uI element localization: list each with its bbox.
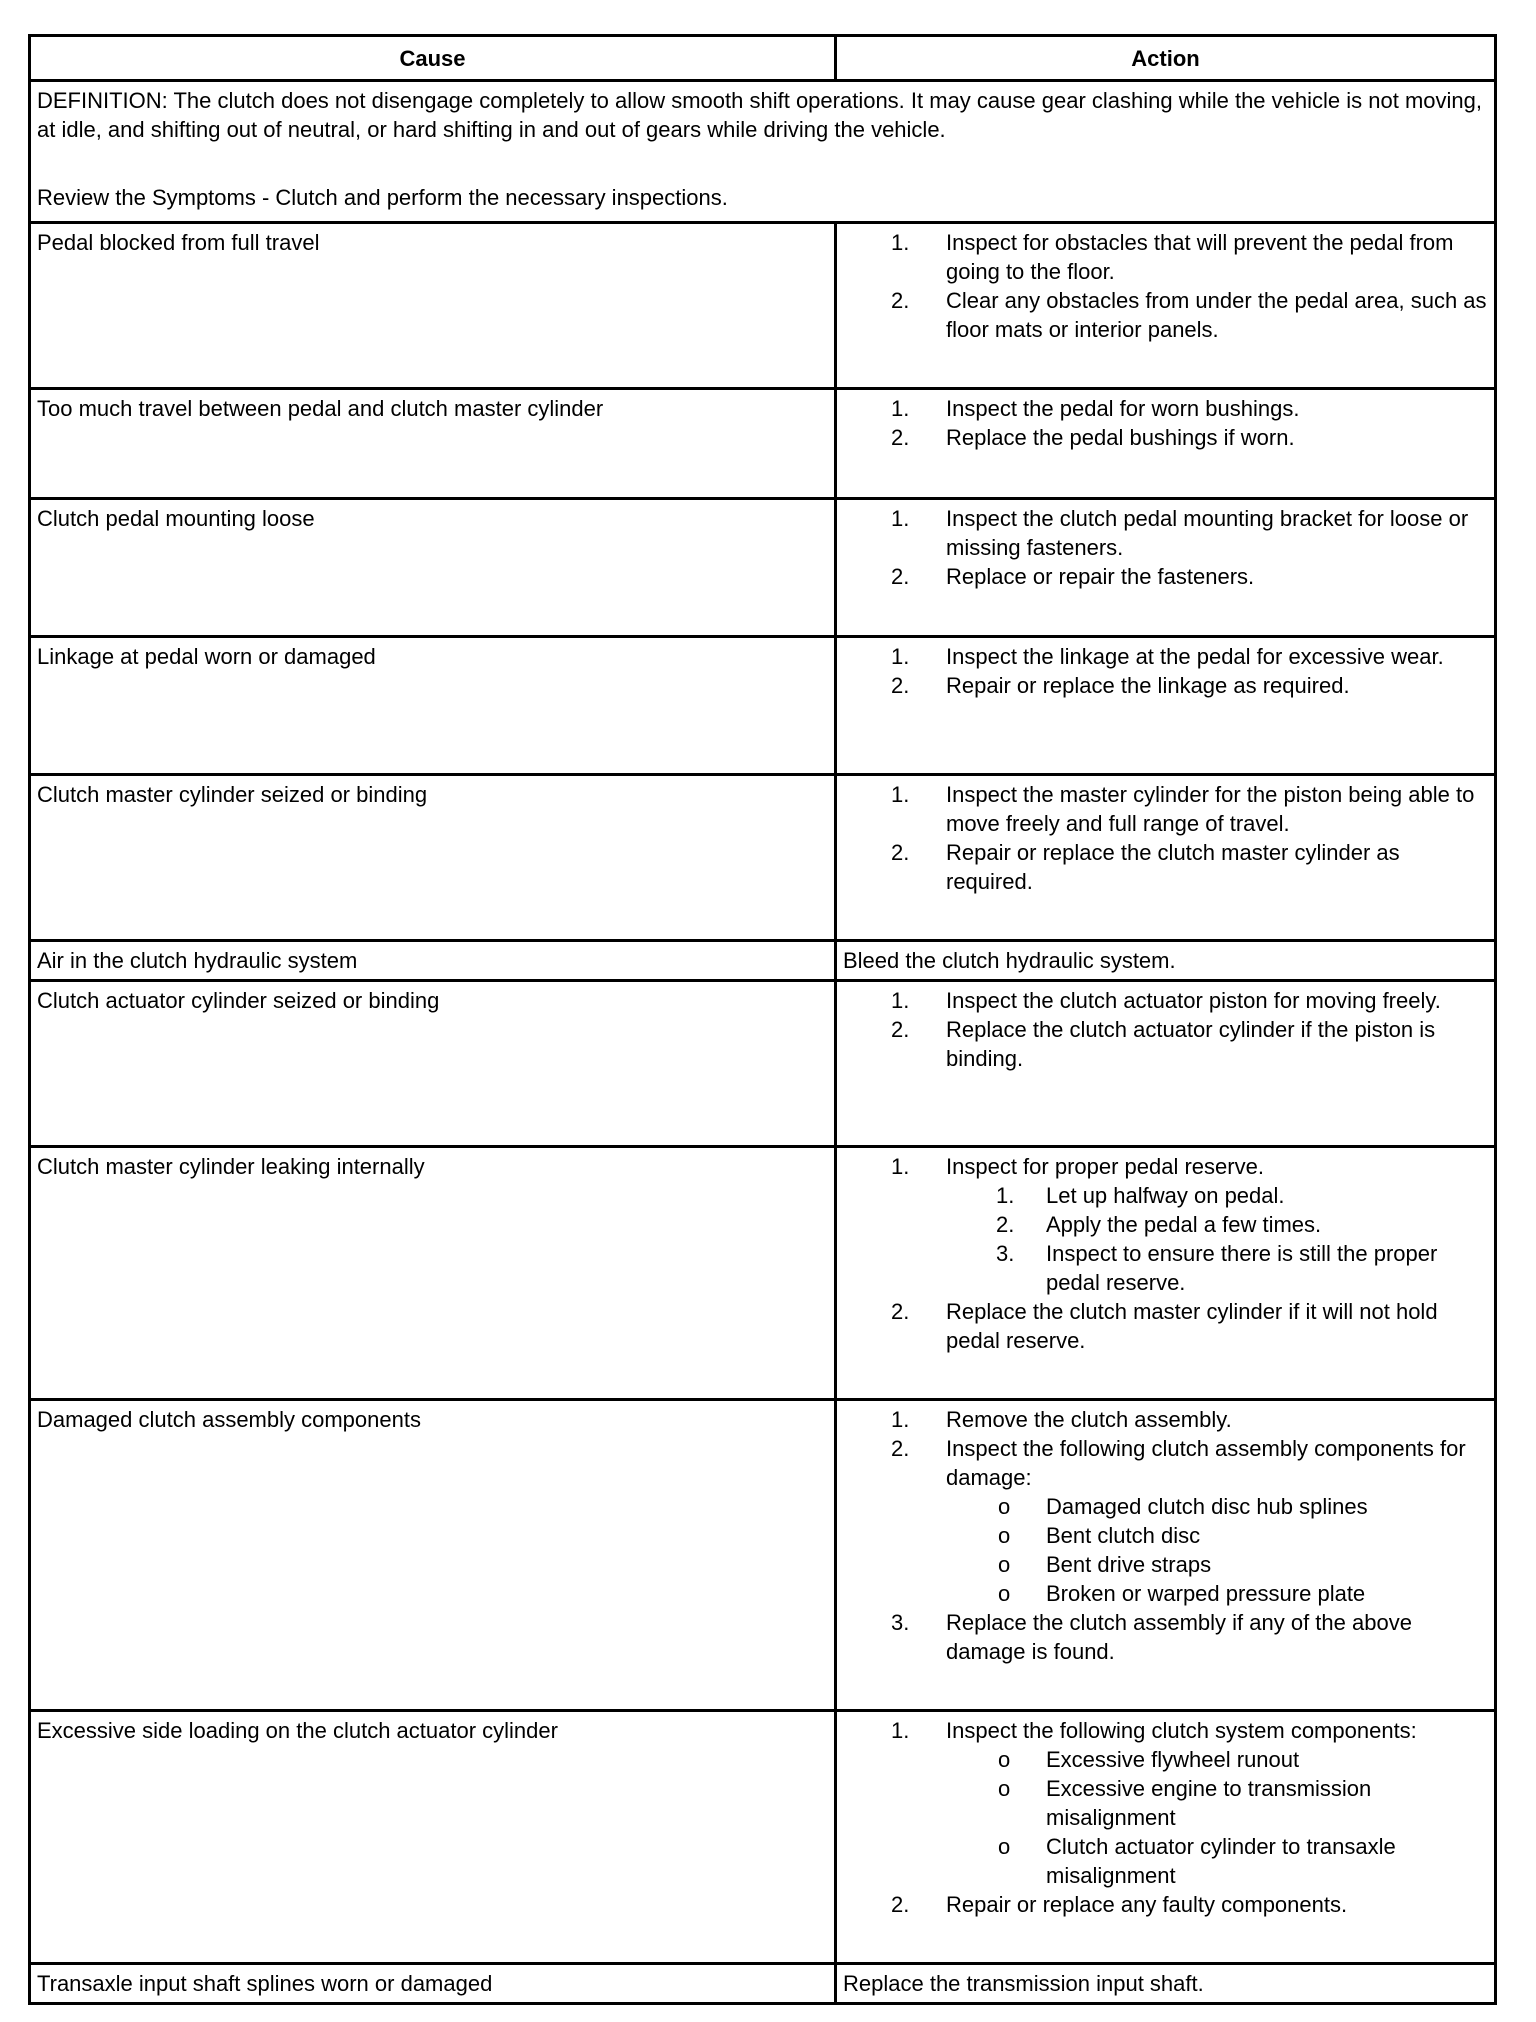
cause-cell: Clutch master cylinder leaking internally <box>30 1147 836 1400</box>
step-text: Clear any obstacles from under the pedal area, such as floor mats or interior panels. <box>946 288 1487 342</box>
step-number: 2. <box>891 288 910 313</box>
bullet-text: Excessive engine to transmission misalignment <box>1046 1776 1372 1830</box>
action-step <box>843 1890 1488 1919</box>
step-number: 1. <box>891 1718 910 1743</box>
action-cell <box>836 637 1496 775</box>
step-number: 2. <box>891 564 910 589</box>
step-number: 1. <box>891 782 910 807</box>
action-step <box>843 286 1488 344</box>
bullet-text: Bent drive straps <box>1046 1552 1212 1577</box>
bullet-marker: o <box>998 1494 1011 1519</box>
step-number: 1. <box>891 1154 910 1179</box>
table-row <box>30 223 1496 389</box>
action-cell <box>836 1711 1496 1964</box>
step-text: Inspect for obstacles that will prevent the pedal from going to the floor. <box>946 230 1454 284</box>
action-step <box>843 1716 1488 1890</box>
action-step <box>843 1015 1488 1073</box>
sub-steps <box>843 1181 1488 1297</box>
step-number: 2. <box>891 1436 910 1461</box>
bullet-marker: o <box>998 1552 1011 1577</box>
step-number: 2. <box>891 673 910 698</box>
sub-step-text: Inspect to ensure there is still the proper pedal reserve. <box>1046 1241 1438 1295</box>
action-steps <box>843 394 1488 452</box>
action-steps <box>843 504 1488 591</box>
bullet-marker: o <box>998 1747 1011 1772</box>
action-steps <box>843 780 1488 896</box>
action-text: Bleed the clutch hydraulic system. <box>843 948 1176 973</box>
bullet-list <box>946 1492 1488 1608</box>
step-number: 3. <box>891 1610 910 1635</box>
bullet-marker: o <box>998 1776 1011 1801</box>
table-row <box>30 775 1496 941</box>
table-row <box>30 1711 1496 1964</box>
step-text: Inspect the clutch actuator piston for moving freely. <box>946 988 1441 1013</box>
sub-step-text: Let up halfway on pedal. <box>1046 1183 1285 1208</box>
sub-step-number: 3. <box>996 1241 1015 1266</box>
step-number: 2. <box>891 1299 910 1324</box>
cause-cell: Clutch actuator cylinder seized or binding <box>30 981 836 1147</box>
step-text: Inspect for proper pedal reserve. <box>946 1154 1264 1179</box>
bullet-item <box>946 1550 1488 1579</box>
cause-cell: Pedal blocked from full travel <box>30 223 836 389</box>
cause-header: Cause <box>30 36 836 81</box>
action-cell <box>836 775 1496 941</box>
action-text: Replace the transmission input shaft. <box>843 1971 1204 1996</box>
step-text: Remove the clutch assembly. <box>946 1407 1232 1432</box>
step-text: Repair or replace any faulty components. <box>946 1892 1348 1917</box>
step-number: 2. <box>891 1892 910 1917</box>
action-step <box>843 838 1488 896</box>
action-header: Action <box>836 36 1496 81</box>
step-number: 1. <box>891 506 910 531</box>
cause-cell: Transaxle input shaft splines worn or damaged <box>30 1964 836 2004</box>
bullet-text: Broken or warped pressure plate <box>1046 1581 1366 1606</box>
action-step <box>843 1405 1488 1434</box>
step-number: 2. <box>891 840 910 865</box>
table-row <box>30 1147 1496 1400</box>
sub-step-text: Apply the pedal a few times. <box>1046 1212 1322 1237</box>
action-steps <box>843 1405 1488 1666</box>
action-steps <box>843 228 1488 344</box>
action-step <box>843 986 1488 1015</box>
action-step <box>843 780 1488 838</box>
step-text: Inspect the following clutch system components: <box>946 1718 1417 1743</box>
definition-cell <box>30 81 1496 223</box>
cause-cell: Clutch pedal mounting loose <box>30 499 836 637</box>
action-cell <box>836 223 1496 389</box>
sub-step-number: 1. <box>996 1183 1015 1208</box>
table-row <box>30 1400 1496 1711</box>
action-steps <box>843 1716 1488 1919</box>
action-cell <box>836 389 1496 499</box>
step-text: Replace the clutch actuator cylinder if the piston is binding. <box>946 1017 1436 1071</box>
bullet-list <box>946 1745 1488 1890</box>
step-text: Replace the clutch assembly if any of the above damage is found. <box>946 1610 1412 1664</box>
table-row <box>30 389 1496 499</box>
bullet-item <box>946 1774 1488 1832</box>
bullet-text: Bent clutch disc <box>1046 1523 1201 1548</box>
step-text: Repair or replace the clutch master cylinder as required. <box>946 840 1400 894</box>
table-row <box>30 1964 1496 2004</box>
bullet-item <box>946 1745 1488 1774</box>
table-row <box>30 637 1496 775</box>
cause-cell: Damaged clutch assembly components <box>30 1400 836 1711</box>
step-text: Replace the pedal bushings if worn. <box>946 425 1295 450</box>
action-step <box>843 423 1488 452</box>
action-cell <box>836 1400 1496 1711</box>
bullet-item <box>946 1521 1488 1550</box>
action-step <box>843 671 1488 700</box>
action-cell <box>836 1964 1496 2004</box>
action-cell <box>836 1147 1496 1400</box>
cause-cell: Clutch master cylinder seized or binding <box>30 775 836 941</box>
action-step <box>843 1608 1488 1666</box>
step-number: 1. <box>891 988 910 1013</box>
step-number: 1. <box>891 230 910 255</box>
action-step <box>843 642 1488 671</box>
cause-cell: Excessive side loading on the clutch actuator cylinder <box>30 1711 836 1964</box>
action-step <box>843 1152 1488 1297</box>
step-text: Inspect the following clutch assembly components for damage: <box>946 1436 1466 1490</box>
bullet-item <box>946 1832 1488 1890</box>
step-text: Inspect the linkage at the pedal for excessive wear. <box>946 644 1444 669</box>
action-cell <box>836 981 1496 1147</box>
step-text: Replace the clutch master cylinder if it will not hold pedal reserve. <box>946 1299 1438 1353</box>
bullet-item <box>946 1492 1488 1521</box>
troubleshooting-table <box>28 34 1497 2005</box>
bullet-text: Clutch actuator cylinder to transaxle misalignment <box>1046 1834 1396 1888</box>
definition-text: DEFINITION: The clutch does not disengage completely to allow smooth shift operations. It may cause gear clashing while the vehicle is not moving, at idle, and shifting out of neutral, or hard shifting in and out of gears while driving the vehicle. <box>37 88 1482 142</box>
step-number: 1. <box>891 396 910 421</box>
sub-step <box>946 1239 1488 1297</box>
bullet-marker: o <box>998 1581 1011 1606</box>
sub-step-number: 2. <box>996 1212 1015 1237</box>
table-row <box>30 499 1496 637</box>
step-number: 2. <box>891 425 910 450</box>
table-row <box>30 941 1496 981</box>
step-number: 1. <box>891 644 910 669</box>
cause-cell: Air in the clutch hydraulic system <box>30 941 836 981</box>
action-steps <box>843 642 1488 700</box>
bullet-text: Damaged clutch disc hub splines <box>1046 1494 1368 1519</box>
table-row <box>30 981 1496 1147</box>
step-number: 1. <box>891 1407 910 1432</box>
sub-step <box>946 1181 1488 1210</box>
header-row <box>30 36 1496 81</box>
action-steps <box>843 986 1488 1073</box>
step-number: 2. <box>891 1017 910 1042</box>
step-text: Replace or repair the fasteners. <box>946 564 1255 589</box>
action-step <box>843 394 1488 423</box>
action-cell <box>836 941 1496 981</box>
cause-cell: Too much travel between pedal and clutch master cylinder <box>30 389 836 499</box>
sub-step <box>946 1210 1488 1239</box>
action-steps <box>843 1152 1488 1355</box>
step-text: Inspect the pedal for worn bushings. <box>946 396 1300 421</box>
action-cell <box>836 499 1496 637</box>
action-step <box>843 228 1488 286</box>
table-body <box>30 223 1496 2004</box>
action-step <box>843 1297 1488 1355</box>
cause-cell: Linkage at pedal worn or damaged <box>30 637 836 775</box>
step-text: Inspect the master cylinder for the piston being able to move freely and full range of travel. <box>946 782 1475 836</box>
action-step <box>843 1434 1488 1608</box>
action-step <box>843 562 1488 591</box>
definition-row <box>30 81 1496 223</box>
bullet-marker: o <box>998 1523 1011 1548</box>
step-text: Repair or replace the linkage as required. <box>946 673 1350 698</box>
review-text: Review the Symptoms - Clutch and perform the necessary inspections. <box>37 185 728 210</box>
step-text: Inspect the clutch pedal mounting bracket for loose or missing fasteners. <box>946 506 1469 560</box>
bullet-text: Excessive flywheel runout <box>1046 1747 1300 1772</box>
bullet-item <box>946 1579 1488 1608</box>
action-step <box>843 504 1488 562</box>
bullet-marker: o <box>998 1834 1011 1859</box>
